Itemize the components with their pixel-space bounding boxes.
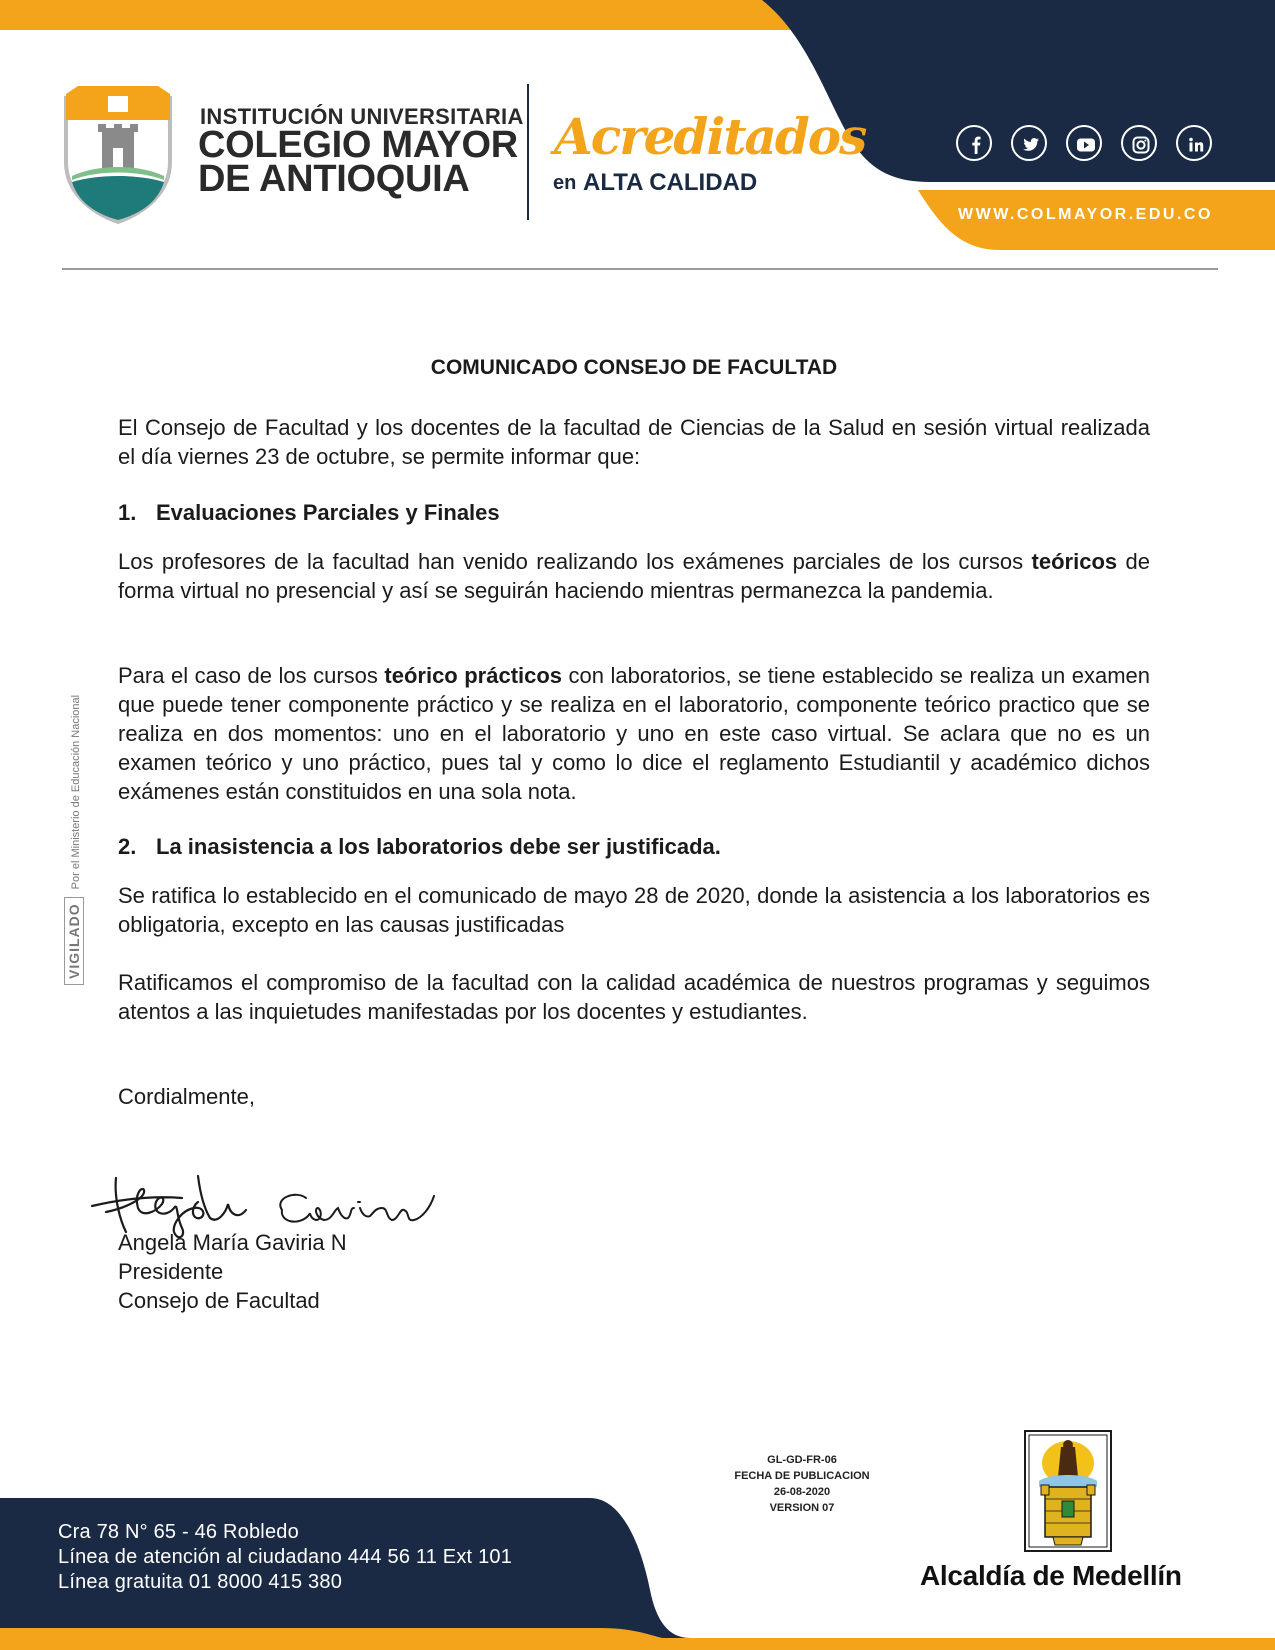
institution-shield-logo xyxy=(58,84,178,224)
section1-heading-text: Evaluaciones Parciales y Finales xyxy=(156,500,500,525)
closing-paragraph: Ratificamos el compromiso de la facultad con la calidad académica de nuestros programas y seguimos atentos a las inquietudes manifestadas por los docentes y estudiantes. xyxy=(118,970,1150,1024)
footer-address: Cra 78 N° 65 - 46 Robledo xyxy=(58,1521,299,1543)
section2-heading xyxy=(118,834,721,860)
s1p1-text-a: Los profesores de la facultad han venido realizando los exámenes parciales de los cursos xyxy=(118,549,1032,574)
s1p2-text-b: con laboratorios, se tiene establecido se realiza un examen que puede tener componente práctico y se realiza en el laboratorio, componente teórico practico que se realiza en dos momentos: uno en el laboratorio y uno en este caso virtual. Se aclara que no es un examen teórico y uno práctico, pues tal y como lo dice el reglamento Estudiantil y académico dichos exámenes están constituidos en una sola nota. xyxy=(118,663,1150,804)
accreditation-en: en xyxy=(553,172,577,194)
intro-paragraph: El Consejo de Facultad y los docentes de la facultad de Ciencias de la Salud en sesión virtual realizada el día viernes 23 de octubre, se permite informar que: xyxy=(118,415,1150,469)
section2-paragraph1: Se ratifica lo establecido en el comunicado de mayo 28 de 2020, donde la asistencia a los laboratorios es obligatoria, excepto en las causas justificadas xyxy=(118,883,1150,937)
doc-version: VERSION 07 xyxy=(769,1502,835,1514)
website-link[interactable]: WWW.COLMAYOR.EDU.CO xyxy=(958,206,1213,223)
section2-heading-text: La inasistencia a los laboratorios debe ser justificada. xyxy=(156,834,721,859)
ministerio-text: Por el Ministerio de Educación Nacional xyxy=(70,694,82,890)
footer-attention-line: Línea de atención al ciudadano 444 56 11 Ext 101 xyxy=(58,1546,513,1568)
document-title: COMUNICADO CONSEJO DE FACULTAD xyxy=(430,356,838,379)
doc-pub-label: FECHA DE PUBLICACION xyxy=(734,1470,870,1482)
s1p2-text-a: Para el caso de los cursos xyxy=(118,663,385,688)
s1p1-text-b: de forma virtual no presencial y así se seguirán haciendo mientras permanezca la pandemia. xyxy=(118,549,1150,603)
vigilado-side-label xyxy=(66,695,84,985)
section1-heading xyxy=(118,500,500,526)
footer-free-line: Línea gratuita 01 8000 415 380 xyxy=(58,1571,343,1593)
youtube-icon[interactable] xyxy=(1066,125,1102,161)
instagram-icon[interactable] xyxy=(1121,125,1157,161)
alcaldia-medellin: Alcaldía de Medellín xyxy=(920,1560,1182,1591)
doc-pub-date: 26-08-2020 xyxy=(773,1486,831,1498)
vigilado-text: VIGILADO xyxy=(64,897,84,985)
section1-number: 1. xyxy=(118,500,137,525)
accreditation-alta-calidad: ALTA CALIDAD xyxy=(583,169,758,196)
section1-paragraph2 xyxy=(118,661,1150,806)
linkedin-icon[interactable] xyxy=(1176,125,1212,161)
institution-name-line2: COLEGIO MAYOR xyxy=(198,124,518,166)
s1p1-bold: teóricos xyxy=(1031,549,1118,574)
medellin-coat-of-arms xyxy=(1023,1429,1113,1553)
accreditation-script: Acreditados xyxy=(554,107,866,166)
doc-code: GL-GD-FR-06 xyxy=(767,1454,837,1466)
facebook-icon[interactable] xyxy=(956,125,992,161)
s1p2-bold: teórico prácticos xyxy=(384,663,563,688)
institution-name-line3: DE ANTIOQUIA xyxy=(198,158,470,200)
twitter-icon[interactable] xyxy=(1011,125,1047,161)
header-rule xyxy=(62,268,1218,270)
signer-role: Presidente xyxy=(118,1259,224,1284)
signer-name: Angela María Gaviria N xyxy=(118,1230,347,1255)
section2-number: 2. xyxy=(118,834,137,859)
header-divider xyxy=(527,84,529,220)
salutation: Cordialmente, xyxy=(118,1084,255,1109)
institution-name-line1: INSTITUCIÓN UNIVERSITARIA xyxy=(200,104,524,129)
signer-body: Consejo de Facultad xyxy=(118,1288,320,1313)
section1-paragraph1 xyxy=(118,547,1150,605)
